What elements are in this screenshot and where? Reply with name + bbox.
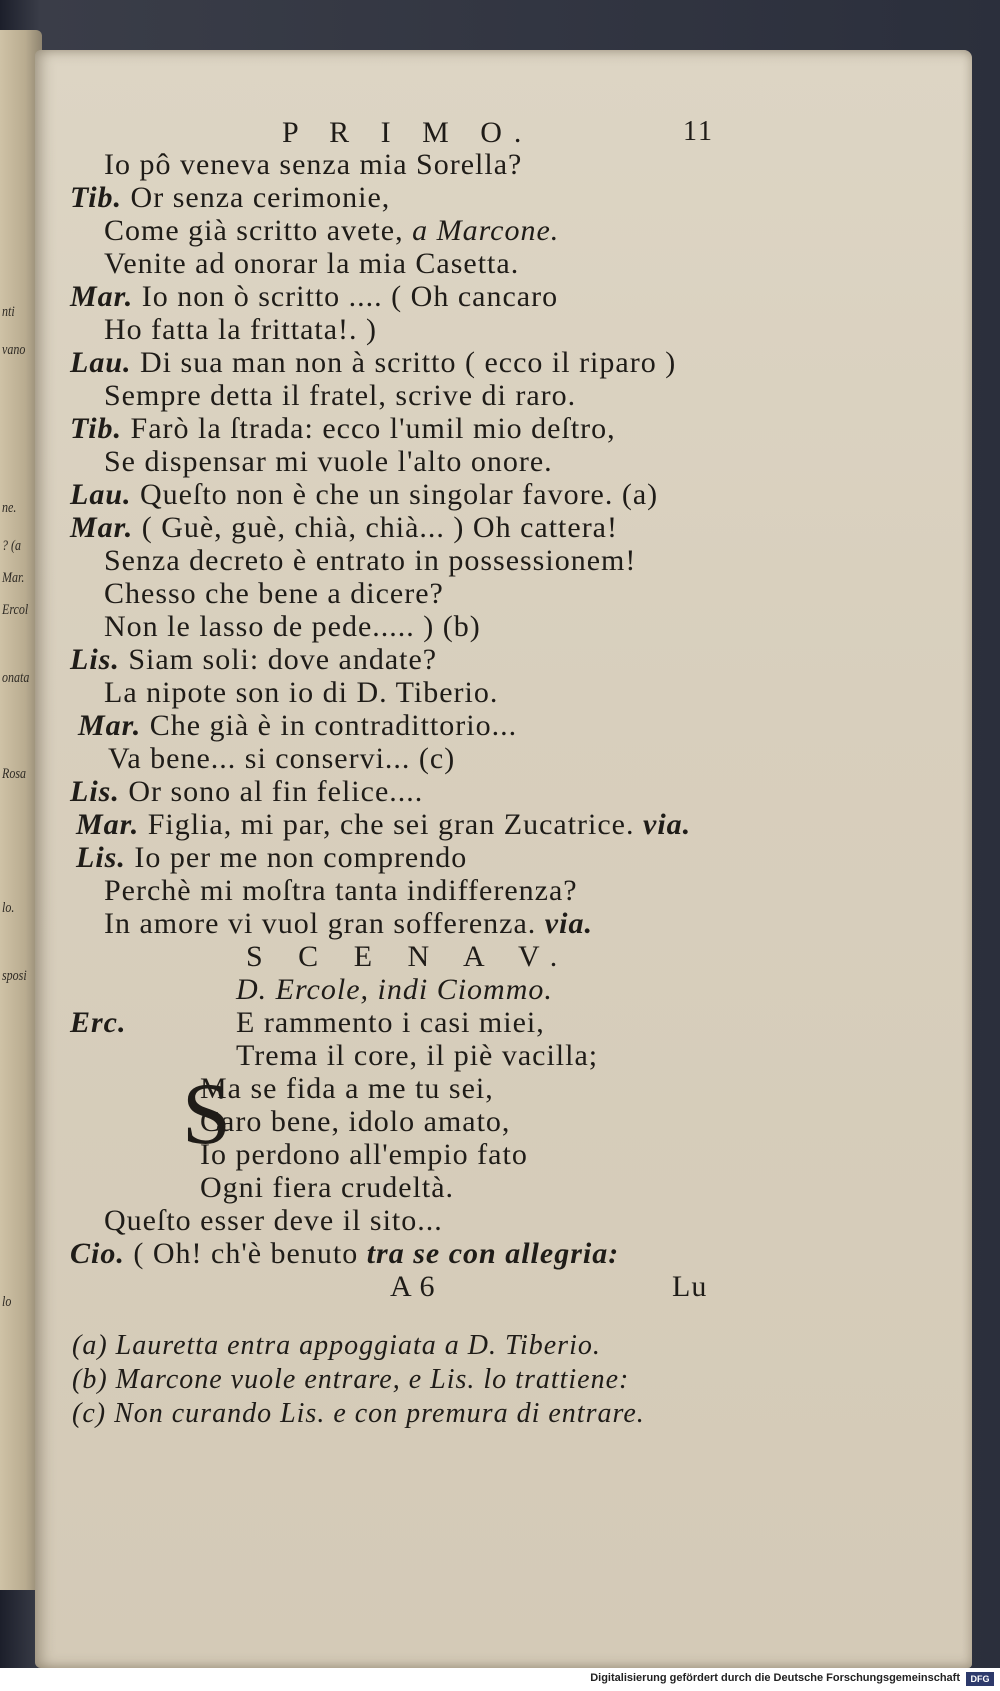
scene-characters: D. Ercole, indi Ciommo.	[236, 973, 553, 1006]
verse-line: Lis. Io per me non comprendo	[76, 841, 468, 874]
verse-line: Se dispensar mi vuole l'alto onore.	[104, 445, 553, 478]
verse-line: Come già scritto avete, a Marcone.	[104, 214, 560, 247]
verse-line: Queſto esser deve il sito...	[104, 1204, 443, 1237]
verse-line: Perchè mi moſtra tanta indifferenza?	[104, 874, 578, 907]
speaker-label: Mar.	[76, 808, 140, 841]
spine-fragment: onata	[2, 670, 30, 686]
verse-line: Va bene... si conservi... (c)	[108, 742, 456, 775]
aria-line: Ma se fida a me tu sei,	[200, 1072, 494, 1105]
verse-line: Lau. Di sua man non à scritto ( ecco il riparo )	[70, 346, 677, 379]
verse-line: Lis. Or sono al fin felice....	[70, 775, 424, 808]
speaker-label: Tib.	[70, 181, 123, 214]
verse-line: Mar. ( Guè, guè, chià, chià... ) Oh cattera!	[70, 511, 618, 544]
spine-fragment: ne.	[2, 500, 17, 516]
verse-line: Tib. Or senza cerimonie,	[70, 181, 391, 214]
stage-direction: via.	[634, 808, 692, 841]
spine-fragment: Rosa	[2, 766, 26, 782]
footnote: (a) Lauretta entra appoggiata a D. Tiberio.	[72, 1330, 601, 1361]
speaker-label: Lau.	[70, 478, 132, 511]
stage-direction: a Marcone.	[412, 214, 560, 247]
verse-line: Mar. Io non ò scritto .... ( Oh cancaro	[70, 280, 559, 313]
speaker-label: Lis.	[76, 841, 126, 874]
digitization-credit: Digitalisierung gefördert durch die Deutsche Forschungsgemeinschaft	[590, 1672, 960, 1684]
verse-line: Ho fatta la frittata!. )	[104, 313, 378, 346]
verse-line: In amore vi vuol gran sofferenza. via.	[104, 907, 593, 940]
verse-line: La nipote son io di D. Tiberio.	[104, 676, 499, 709]
speaker-label: Mar.	[70, 511, 134, 544]
verse-line: Mar. Che già è in contradittorio...	[78, 709, 518, 742]
speaker-label: Tib.	[70, 412, 123, 445]
verse-line: Chesso che bene a dicere?	[104, 577, 444, 610]
spine-fragment: vano	[2, 342, 26, 358]
verse-line: Cio. ( Oh! ch'è benuto tra se con allegria:	[70, 1237, 620, 1270]
verse-line: Non le lasso de pede..... ) (b)	[104, 610, 481, 643]
verse-line: Mar. Figlia, mi par, che sei gran Zucatrice. via.	[76, 808, 692, 841]
spine-fragment: Ercol	[2, 602, 29, 618]
speaker-label: Lis.	[70, 775, 120, 808]
spine-fragment: ? (a	[2, 538, 21, 554]
speaker-label: Lis.	[70, 643, 120, 676]
verse-line: Venite ad onorar la mia Casetta.	[104, 247, 520, 280]
spine-fragment: nti	[2, 304, 15, 320]
running-title: P R I M O.	[282, 116, 534, 149]
footnote: (b) Marcone vuole entrare, e Lis. lo trattiene:	[72, 1364, 630, 1395]
speaker-label: Lau.	[70, 346, 132, 379]
aria-line: Ogni fiera crudeltà.	[200, 1171, 455, 1204]
scene-heading: S C E N A V.	[246, 940, 572, 973]
footnote: (c) Non curando Lis. e con premura di entrare.	[72, 1398, 645, 1429]
speaker-label: Cio.	[70, 1237, 125, 1270]
speaker-label: Mar.	[70, 280, 134, 313]
aria-line: Caro bene, idolo amato,	[200, 1105, 511, 1138]
dfg-logo-icon: DFG	[966, 1672, 994, 1686]
aria-line: Io perdono all'empio fato	[200, 1138, 528, 1171]
verse-line: Lis. Siam soli: dove andate?	[70, 643, 438, 676]
spine-fragment: Mar.	[2, 570, 25, 586]
aria-line: Trema il core, il piè vacilla;	[236, 1039, 599, 1072]
spine-fragment: lo	[2, 1294, 12, 1310]
stage-direction: via.	[536, 907, 593, 940]
catchword: Lu	[672, 1270, 708, 1303]
verse-line: Sempre detta il fratel, scrive di raro.	[104, 379, 577, 412]
speaker-label: Mar.	[78, 709, 142, 742]
verse-line: Lau. Queſto non è che un singolar favore. (a)	[70, 478, 659, 511]
page-number: 11	[683, 116, 714, 147]
speaker-label: Erc.	[70, 1006, 127, 1039]
aria-line: E rammento i casi miei,	[236, 1006, 545, 1039]
signature-mark: A 6	[390, 1270, 436, 1303]
spine-fragment: lo.	[2, 900, 15, 916]
stage-direction: tra se con allegria:	[366, 1237, 620, 1270]
verse-line: Tib. Farò la ſtrada: ecco l'umil mio deſtro,	[70, 412, 616, 445]
verse-line: Senza decreto è entrato in possessionem!	[104, 544, 637, 577]
spine-fragment: sposi	[2, 968, 27, 984]
drop-cap: S	[182, 1066, 231, 1163]
verse-line: Io pô veneva senza mia Sorella?	[104, 148, 523, 181]
